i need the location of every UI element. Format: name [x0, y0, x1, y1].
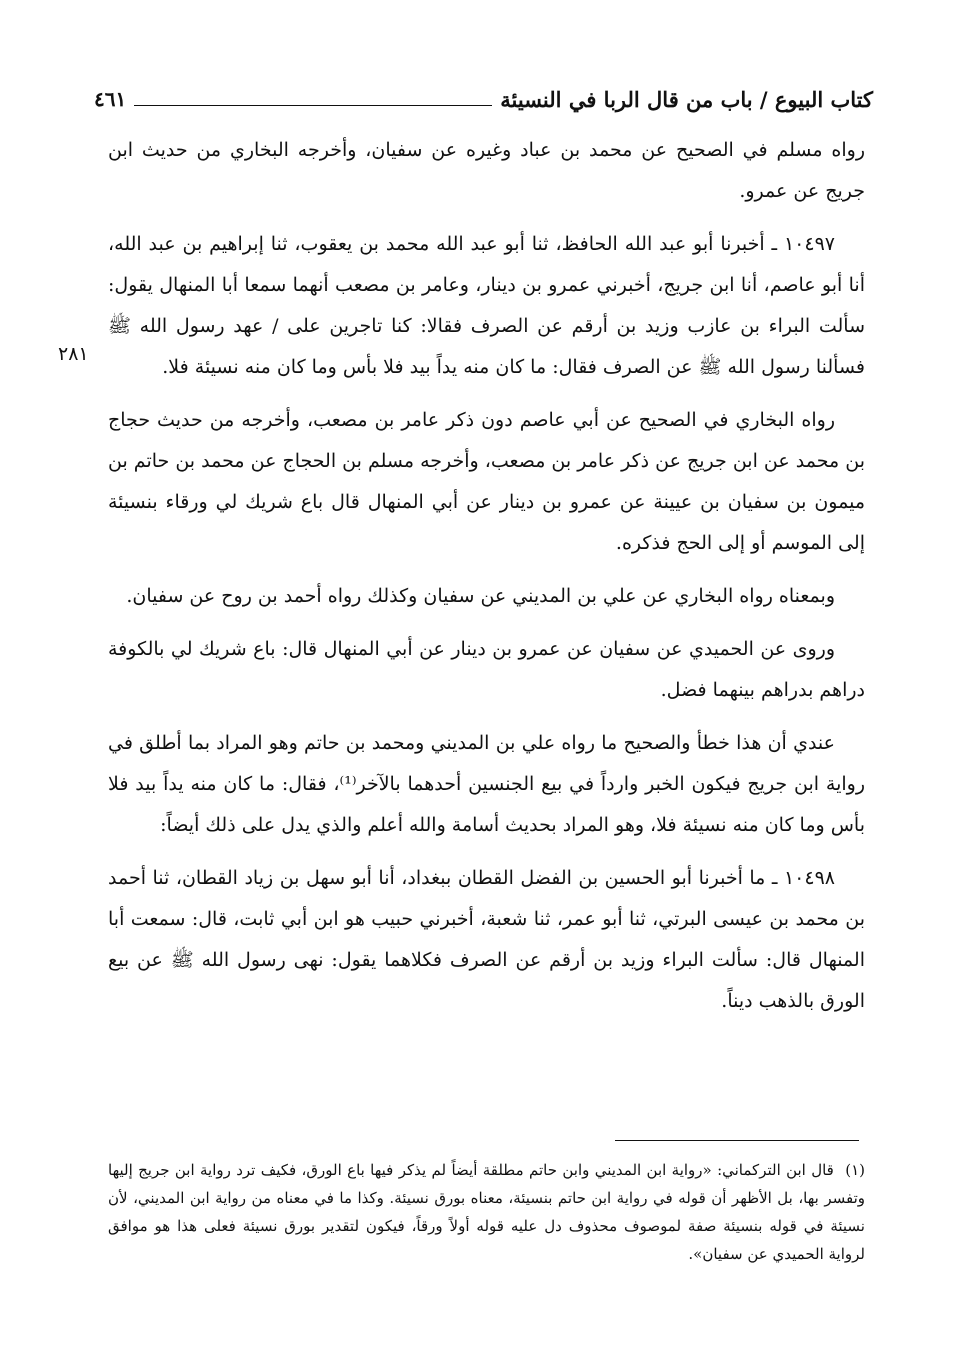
hadith-paragraph: ١٠٤٩٨ ـ ما أخبرنا أبو الحسين بن الفضل القطان ببغداد، أنا أبو سهل بن زياد القطان، ثنا أحمد بن محمد بن عيسى البرتي، ثنا أبو عمر، ثنا شعبة، أخبرني حبيب هو ابن أبي ثابت، قال: سمعت أبا المنهال قال: سألت البراء وزيد بن أرقم عن الصرف فكلاهما يقول: نهى رسول الله ﷺ عن بيع الورق بالذهب ديناً. — [108, 867, 865, 1012]
hadith-paragraph: ١٠٤٩٧ ـ أخبرنا أبو عبد الله الحافظ، ثنا أبو عبد الله محمد بن يعقوب، ثنا إبراهيم بن عبد الله، أنا أبو عاصم، أنا ابن جريج، أخبرني عمرو بن دينار، وعامر بن مصعب أنهما سمعا أبا المنهال يقول: سألت البراء بن عازب وزيد بن أرقم عن الصرف فقالا: كنا تاجرين على / عهد رسول الله ﷺ فسألنا رسول الله ﷺ عن الصرف فقال: ما كان منه يداً بيد فلا بأس وما كان منه نسيئة فلا. — [108, 233, 866, 378]
paragraph: وروى عن الحميدي عن سفيان عن عمرو بن دينار عن أبي المنهال قال: باع شريك لي بالكوفة دراهم بدراهم بينهما فضل. — [108, 638, 865, 701]
footnote-text: قال ابن التركماني: «رواية ابن المديني وابن حاتم مطلقة أيضاً لم يذكر فيها باع الورق، فكيف ترد رواية ابن جريج إليها وتفسر بها، بل الأظهر أن قوله في رواية ابن حاتم بنسيئة، معناه بورق نسيئة. وكذا ما في معناه من رواية ابن المديني، لأن نسيئة في قوله بنسيئة صفة لموصوف محذوف دل عليه قوله أولاً ورقاً، فيكون لتقدير بورق نسيئة فعلى هذا هو موافق لرواية الحميدي عن سفيان». — [108, 1161, 865, 1263]
main-text — [108, 130, 865, 1034]
footnote-number: (١) — [845, 1161, 865, 1179]
running-header — [94, 82, 873, 116]
page-number: ٤٦١ — [94, 87, 127, 111]
margin-page-reference: ٢٨١ — [58, 343, 89, 365]
paragraph: وبمعناه رواه البخاري عن علي بن المديني عن سفيان وكذلك رواه أحمد بن روح عن سفيان. — [126, 585, 835, 607]
chapter-title: كتاب البيوع / باب من قال الربا في النسيئة — [500, 86, 873, 112]
footnote-separator — [615, 1140, 859, 1141]
paragraph: عندي أن هذا خطأ والصحيح ما رواه علي بن المديني ومحمد بن حاتم وهو المراد بما أطلق في رواية ابن جريج فيكون الخبر وارداً في بيع الجنسين أحدهما بالآخر⁽¹⁾، فقال: ما كان منه يداً بيد فلا بأس وما كان منه نسيئة فلا، وهو المراد بحديث أسامة والله أعلم والذي يدل على ذلك أيضاً: — [108, 732, 865, 836]
footnote — [108, 1156, 865, 1268]
header-rule — [134, 105, 492, 106]
paragraph: رواه البخاري في الصحيح عن أبي عاصم دون ذكر عامر بن مصعب، وأخرجه من حديث حجاج بن محمد عن ابن جريج عن ذكر عامر بن مصعب، وأخرجه مسلم بن الحجاج عن محمد بن حاتم بن ميمون بن سفيان بن عيينة عن عمرو بن دينار عن أبي المنهال قال باع شريك لي ورقاء بنسيئة إلى الموسم أو إلى الحج فذكره. — [108, 409, 865, 554]
paragraph: رواه مسلم في الصحيح عن محمد بن عباد وغيره عن سفيان، وأخرجه البخاري من حديث ابن جريج عن عمرو. — [108, 139, 865, 202]
